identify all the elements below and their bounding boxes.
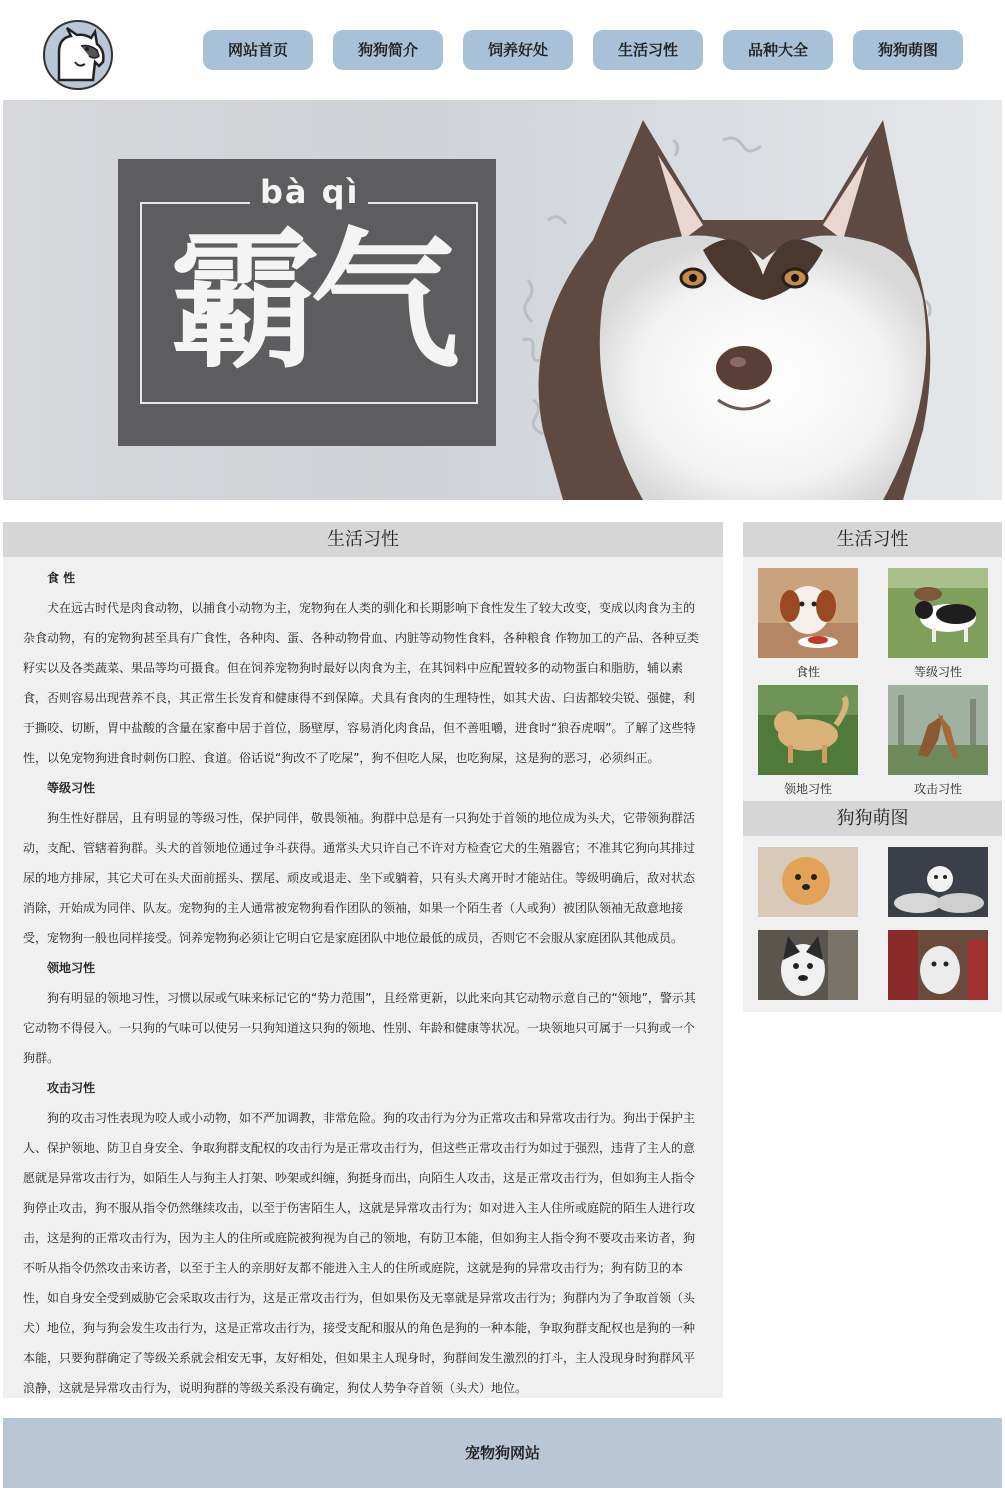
nav-item-breeds[interactable]: 品种大全 [723, 30, 833, 70]
habit-thumb-territory[interactable] [758, 685, 858, 799]
habit-caption-attack: 攻击习性 [913, 782, 962, 796]
section-text-diet: 犬在远古时代是肉食动物，以捕食小动物为主，宠物狗在人类的驯化和长期影响下食性发生了较大改变，变成以肉食为主的杂食动物，有的宠物狗甚至具有广食性，各种肉、蛋、各种动物骨血、内脏等动物性食料，各种粮食 作物加工的产品、各种豆类籽实以及各类蔬菜、果品等均可摄食。但在饲养宠物狗时最好以肉食为主，在其饲料中应配置较多的动物蛋白和脂肪，辅以素食，否则容易出现营养不良，其正常生长发育和健康得不到保障。犬具有食肉的生理特性，如其犬齿、臼齿都较尖锐、强健，利于撕咬、切断，胃中盐酸的含量在家畜中居于首位，肠壁厚，容易消化肉食品，但不善咀嚼，进食时“狼吞虎咽”。了解了这些特性，以免宠物狗进食时刺伤口腔、食道。俗话说“狗改不了吃屎”，狗不但吃人屎，也吃狗屎，这是狗的恶习，必须纠正。 [23, 601, 699, 765]
article-body [3, 557, 723, 1403]
sidebar-cute-title: 狗狗萌图 [743, 801, 1002, 836]
section-text-hierarchy: 狗生性好群居，且有明显的等级习性，保护同伴，敬畏领袖。狗群中总是有一只狗处于首领的地位成为头犬，它带领狗群活动，支配、管辖着狗群。头犬的首领地位通过争斗获得。通常头犬只许自己不许对方检查它犬的生殖器官；不准其它狗向其排过尿的地方排尿，其它犬可在头犬面前摇头、摆尾、顽皮或退走、坐下或躺着，只有头犬离开时才能站住。等级明确后，敌对状态消除，开始成为同伴、队友。宠物狗的主人通常被宠物狗看作团队的领袖，如果一个陌生者（人或狗）被团队领袖无敌意地接受，宠物狗一般也同样接受。饲养宠物狗必须让它明白它是家庭团队中地位最低的成员，否则它不会服从家庭团队其他成员。 [23, 811, 696, 945]
sidebar [743, 522, 1002, 1012]
dogs-on-grass-image [888, 568, 988, 658]
habit-caption-hierarchy: 等级习性 [913, 665, 962, 679]
nav-item-habits[interactable]: 生活习性 [593, 30, 703, 70]
cute-dog-image-2[interactable] [888, 847, 988, 917]
habit-thumb-diet[interactable] [758, 568, 858, 682]
cute-dog-image-3[interactable] [758, 930, 858, 1000]
dog-eating-image [758, 568, 858, 658]
section-text-attack: 狗的攻击习性表现为咬人或小动物，如不严加调教，非常危险。狗的攻击行为分为正常攻击和异常攻击行为。狗出于保护主人、保护领地、防卫自身安全、争取狗群支配权的攻击行为是正常攻击行为，但这些正常攻击行为如过于强烈，违背了主人的意愿就是异常攻击行为，如陌生人与狗主人打架、吵架或纠缠，狗挺身而出，向陌生人攻击，这是正常攻击行为，但如狗主人指令狗停止攻击，狗不服从指令仍然继续攻击，以至于伤害陌生人，这就是异常攻击行为；如对进入主人住所或庭院的陌生人进行攻击，这是狗的正常攻击行为，因为主人的住所或庭院被狗视为自己的领地，有防卫本能，但如狗主人指令狗不要攻击来访者，狗不听从指令仍然攻击来访者，以至于主人的亲朋好友都不能进入主人的住所或庭院，这就是狗的异常攻击行为；狗有防卫的本性，如自身安全受到威胁它会采取攻击行为，这是正常攻击行为，但如果伤及无辜就是异常攻击行为；狗群内为了争取首领（头犬）地位，狗与狗会发生攻击行为，这是正常攻击行为，接受支配和服从的角色是狗的一种本能，争取狗群支配权也是狗的一种本能，只要狗群确定了等级关系就会相安无事，友好相处，但如果主人现身时，狗群间发生激烈的打斗，主人没现身时狗群风平浪静，这就是异常攻击行为，说明狗群的等级关系没有确定，狗仗人势争夺首领（头犬）地位。 [23, 1111, 696, 1395]
banner-title: 霸气 [170, 215, 451, 389]
habit-caption-diet: 食性 [795, 665, 820, 679]
article-title: 生活习性 [3, 522, 723, 557]
section-heading-attack: 攻击习性 [47, 1081, 96, 1095]
sidebar-habits-title: 生活习性 [743, 522, 1002, 557]
cute-dog-image-4[interactable] [888, 930, 988, 1000]
section-text-territory: 狗有明显的领地习性，习惯以尿或气味来标记它的“势力范围”，且经常更新，以此来向其它动物示意自己的“领地”，警示其它动物不得侵入。一只狗的气味可以使另一只狗知道这只狗的领地、性别、年龄和健康等状况。一块领地只可属于一只狗或一个狗群。 [23, 991, 696, 1065]
nav-item-benefits[interactable]: 饲养好处 [463, 30, 573, 70]
banner-pinyin: bà qì [260, 173, 360, 211]
site-logo[interactable] [43, 20, 113, 90]
main-article [3, 522, 723, 1398]
nav-item-home[interactable]: 网站首页 [203, 30, 313, 70]
dogs-fighting-image [888, 685, 988, 775]
nav-item-cute[interactable]: 狗狗萌图 [853, 30, 963, 70]
section-heading-diet: 食 性 [47, 571, 76, 585]
habit-thumb-attack[interactable] [888, 685, 988, 799]
golden-retriever-image [758, 685, 858, 775]
cute-dog-image-1[interactable] [758, 847, 858, 917]
section-heading-territory: 领地习性 [47, 961, 96, 975]
hero-banner [3, 100, 1002, 500]
banner-title-box [118, 159, 496, 446]
habit-caption-territory: 领地习性 [783, 782, 832, 796]
dog-logo-icon [45, 22, 111, 88]
nav-item-intro[interactable]: 狗狗简介 [333, 30, 443, 70]
site-footer: 宠物狗网站 [3, 1418, 1002, 1488]
habit-thumb-hierarchy[interactable] [888, 568, 988, 682]
section-heading-hierarchy: 等级习性 [47, 781, 96, 795]
